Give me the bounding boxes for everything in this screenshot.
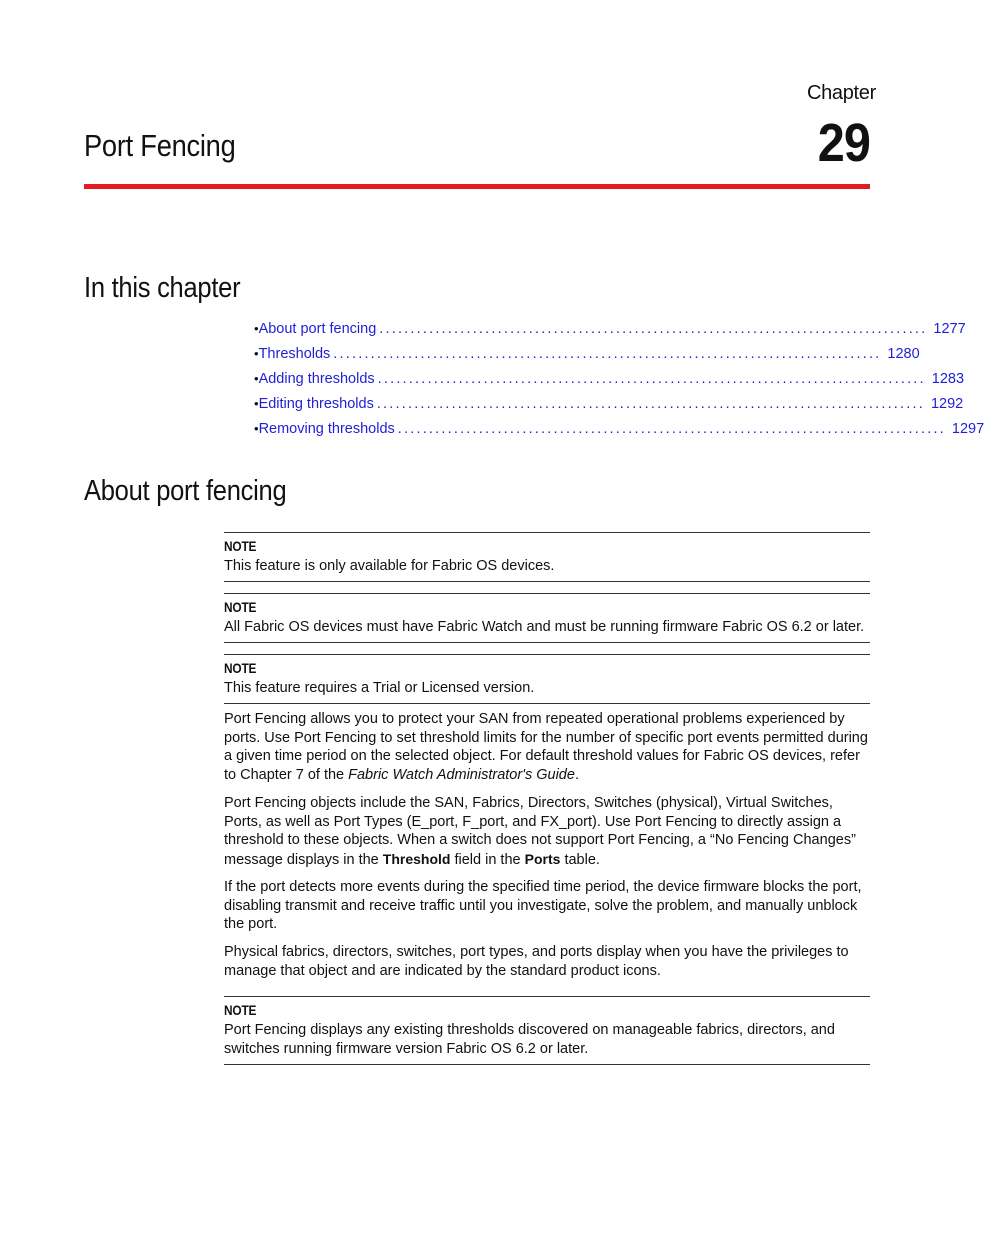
chapter-divider [84,184,870,189]
bullet-icon: • [254,346,259,361]
toc-item-thresholds[interactable] [254,346,920,371]
toc-item-editing-thresholds[interactable] [254,396,964,421]
bullet-icon: • [254,396,259,411]
toc-dot-leader: ........................................................................................ [379,321,928,337]
section-heading-about-port-fencing: About port fencing [84,475,287,507]
toc-link[interactable]: Removing thresholds [258,421,395,437]
bullet-icon: • [254,371,259,386]
toc-page-number[interactable]: 1292 [930,396,964,412]
note-text: This feature requires a Trial or Licensed version. [224,680,535,696]
note-box [224,996,870,1065]
paragraph-text: table. [560,851,600,868]
chapter-label: Chapter [806,82,876,104]
table-of-contents [254,321,984,446]
paragraph-text: field in the [450,851,525,868]
note-box [224,593,870,643]
note-box [224,532,870,582]
note-text: Port Fencing displays any existing thresholds discovered on manageable fabrics, directors, and switches running firmware version Fabric OS 6.2 or later. [224,1022,835,1057]
paragraph-intro [224,710,870,784]
note-label: NOTE [224,539,257,554]
toc-page-number[interactable]: 1283 [931,371,965,387]
ui-field-name: Threshold [382,850,451,867]
note-box [224,654,870,704]
toc-item-adding-thresholds[interactable] [254,371,965,396]
note-label: NOTE [224,661,257,676]
ui-table-name: Ports [524,850,561,867]
book-title: Fabric Watch Administrator's Guide [348,766,575,783]
toc-dot-leader: ........................................................................................ [397,421,946,437]
note-text: All Fabric OS devices must have Fabric Watch and must be running firmware Fabric OS 6.2 or later. [224,619,865,635]
bullet-icon: • [254,321,259,336]
toc-page-number[interactable]: 1297 [951,421,984,437]
toc-page-number[interactable]: 1277 [933,321,966,337]
toc-link[interactable]: Adding thresholds [258,371,375,387]
toc-dot-leader: ........................................................................................ [376,396,925,412]
paragraph-objects [224,794,870,869]
toc-dot-leader: ........................................................................................ [333,346,882,362]
note-label: NOTE [224,600,257,615]
chapter-title: Port Fencing [84,128,236,163]
toc-link[interactable]: Editing thresholds [258,396,374,412]
note-text: This feature is only available for Fabric OS devices. [224,558,555,574]
paragraph-blocking: If the port detects more events during the specified time period, the device firmware blocks the port, disabling transmit and receive traffic until you investigate, solve the problem, and manually unblock the port. [224,879,862,933]
paragraph-text: Port Fencing objects include the SAN, Fabrics, Directors, Switches (physical), Virtual Switches, Ports, as well as Port Types (E_port, F_port, and FX_port). Use Port Fencing to directly assign a threshold to these objects. When a switch does not support Port Fencing, a “No Fencing Changes” message displays in the [224,795,856,868]
paragraph-text: . [574,766,579,783]
toc-link[interactable]: Thresholds [258,346,331,362]
paragraph-display: Physical fabrics, directors, switches, port types, and ports display when you have the privileges to manage that object and are indicated by the standard product icons. [224,944,849,979]
toc-item-removing-thresholds[interactable] [254,421,984,446]
toc-dot-leader: ........................................................................................ [377,371,926,387]
toc-page-number[interactable]: 1280 [887,346,920,362]
toc-heading: In this chapter [84,272,241,304]
bullet-icon: • [254,421,259,436]
note-label: NOTE [224,1003,257,1018]
chapter-number: 29 [817,113,870,173]
toc-link[interactable]: About port fencing [258,321,377,337]
paragraph-text: Port Fencing allows you to protect your SAN from repeated operational problems experienced by ports. Use Port Fencing to set threshold limits for the number of specific port events permitted during a given time period on the selected object. For default threshold values for Fabric OS devices, refer to Chapter 7 of the [224,711,868,783]
toc-item-about-port-fencing[interactable] [254,321,966,346]
